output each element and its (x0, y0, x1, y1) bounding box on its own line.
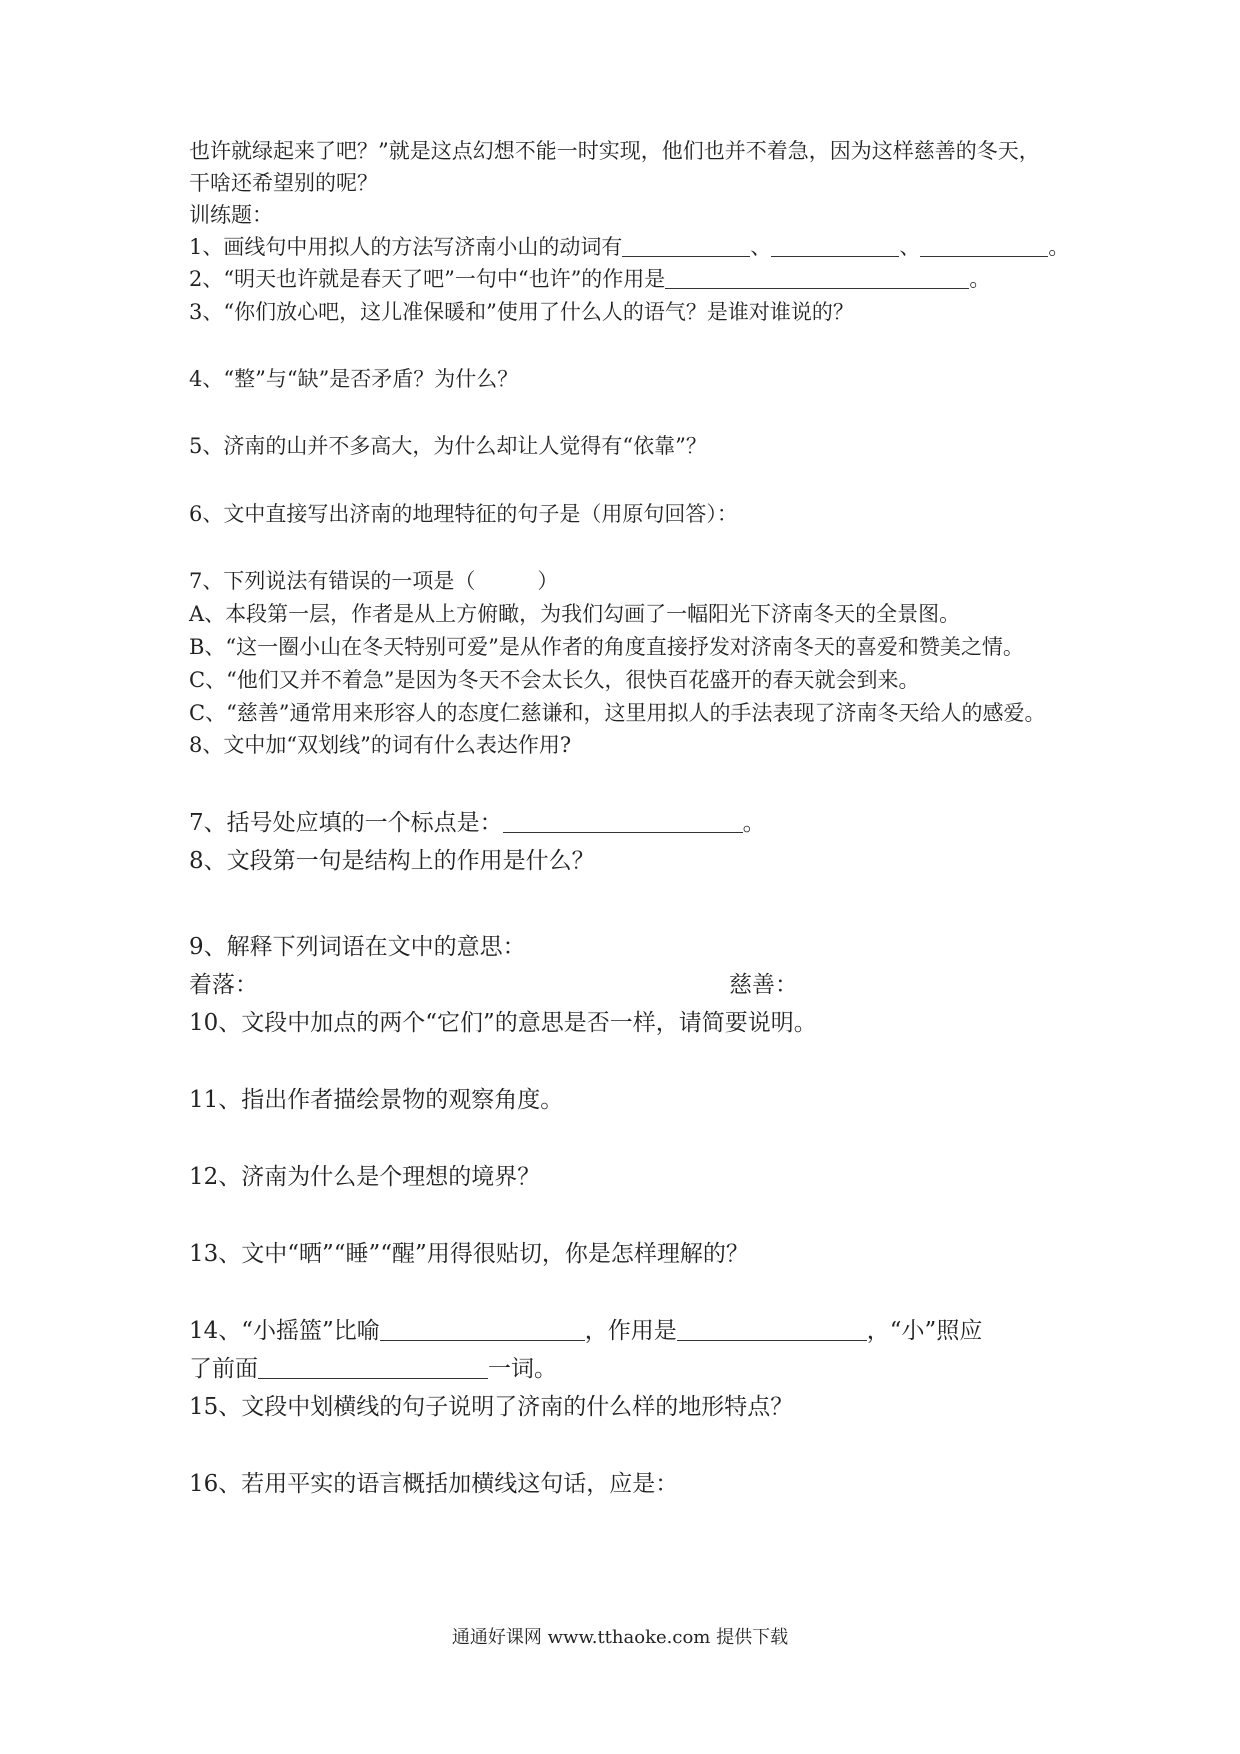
answer-blank (380, 1320, 585, 1341)
answer-blank (771, 236, 899, 257)
separator: 、 (899, 235, 921, 259)
question-14-part2: ，作用是 (584, 1318, 677, 1344)
question-7b (189, 808, 766, 838)
question-15: 15、文段中划横线的句子说明了济南的什么样的地形特点？ (189, 1394, 794, 1420)
question-14-part4: 了前面 (189, 1356, 258, 1382)
question-4: 4、“整”与“缺”是否矛盾？为什么？ (189, 367, 519, 391)
separator: 、 (750, 235, 772, 259)
question-14-part3: ，“小”照应 (866, 1318, 983, 1344)
question-2-text: 2、“明天也许就是春天了吧”一句中“也许”的作用是 (189, 267, 666, 291)
question-7b-end: 。 (742, 810, 766, 836)
term-zhuoluo: 着落： (189, 972, 258, 998)
question-11: 11、指出作者描绘景物的观察角度。 (189, 1087, 564, 1113)
question-9-terms (189, 970, 798, 1000)
question-7 (189, 566, 558, 596)
term-cishan: 慈善： (729, 972, 798, 998)
answer-blank (665, 268, 969, 289)
passage-line-2: 干啥还希望别的呢？ (189, 171, 378, 195)
question-2 (189, 264, 990, 294)
answer-blank (677, 1320, 867, 1341)
question-13: 13、文中“晒”“睡”“醒”用得很贴切，你是怎样理解的？ (189, 1241, 749, 1267)
question-8b: 8、文段第一句是结构上的作用是什么？ (189, 848, 595, 874)
question-1-text: 1、画线句中用拟人的方法写济南小山的动词有 (189, 235, 623, 259)
question-12: 12、济南为什么是个理想的境界？ (189, 1164, 541, 1190)
question-14-line-2 (189, 1354, 557, 1384)
option-c: C、“他们又并不着急”是因为冬天不会太长久，很快百花盛开的春天就会到来。 (189, 668, 920, 692)
question-6: 6、文中直接写出济南的地理特征的句子是（用原句回答）： (189, 502, 738, 526)
question-8: 8、文中加“双划线”的词有什么表达作用? (189, 733, 572, 757)
question-10: 10、文段中加点的两个“它们”的意思是否一样，请简要说明。 (189, 1010, 817, 1036)
question-1 (189, 232, 1069, 262)
answer-blank (920, 236, 1048, 257)
question-16: 16、若用平实的语言概括加横线这句话，应是： (189, 1471, 679, 1497)
question-1-end: 。 (1048, 235, 1070, 259)
option-b: B、“这一圈小山在冬天特别可爱”是从作者的角度直接抒发对济南冬天的喜爱和赞美之情。 (189, 635, 1024, 659)
answer-blank (258, 1358, 488, 1379)
option-a: A、本段第一层，作者是从上方俯瞰，为我们勾画了一幅阳光下济南冬天的全景图。 (189, 602, 961, 626)
question-14-part5: 一词。 (488, 1356, 557, 1382)
answer-blank (503, 812, 743, 833)
option-c2: C、“慈善”通常用来形容人的态度仁慈谦和，这里用拟人的手法表现了济南冬天给人的感爱。 (189, 701, 1046, 725)
question-7-stem: 7、下列说法有错误的一项是（ (189, 569, 476, 593)
question-9: 9、解释下列词语在文中的意思： (189, 934, 526, 960)
question-14-line-1 (189, 1316, 982, 1346)
question-3: 3、“你们放心吧，这儿准保暖和”使用了什么人的语气？是谁对谁说的？ (189, 300, 854, 324)
section-label: 训练题： (189, 203, 273, 227)
question-7b-text: 7、括号处应填的一个标点是： (189, 810, 503, 836)
question-7-stem-end: ） (537, 569, 559, 593)
answer-blank (622, 236, 750, 257)
footer-source: 通通好课网 www.tthaoke.com 提供下载 (451, 1627, 789, 1648)
question-14-part1: 14、“小摇篮”比喻 (189, 1318, 380, 1344)
passage-line-1: 也许就绿起来了吧？”就是这点幻想不能一时实现，他们也并不着急，因为这样慈善的冬天， (189, 139, 1040, 163)
question-2-end: 。 (969, 267, 991, 291)
question-5: 5、济南的山并不多高大，为什么却让人觉得有“依靠”？ (189, 434, 707, 458)
